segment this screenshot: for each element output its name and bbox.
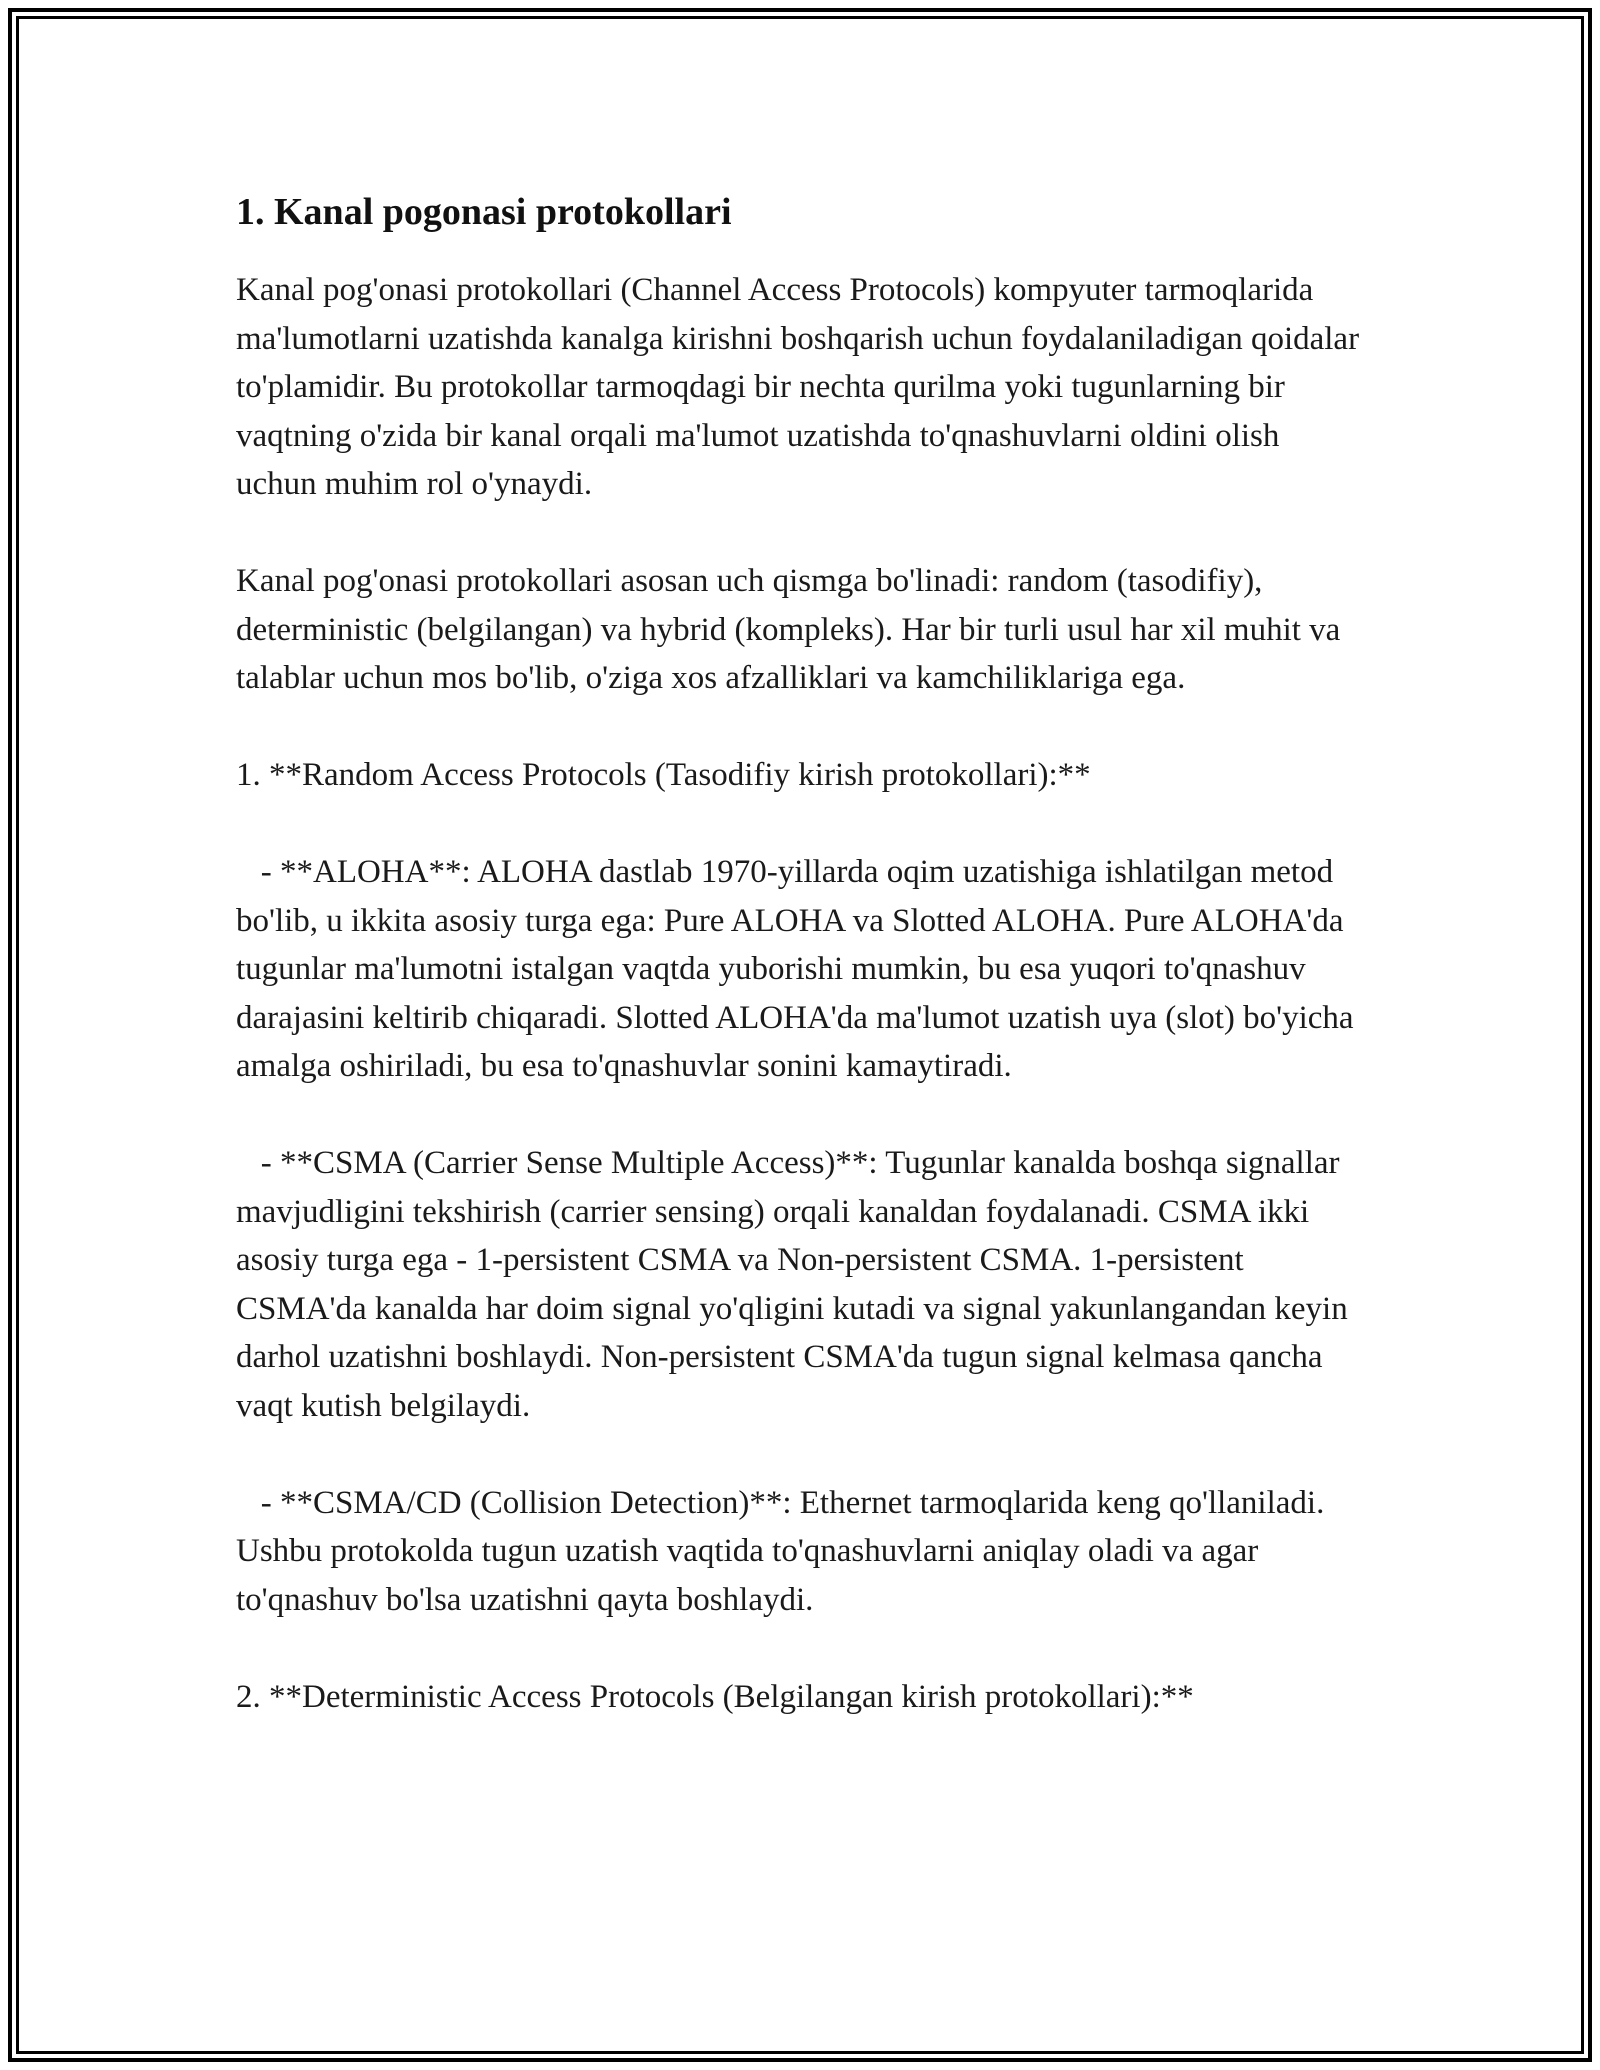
paragraph-gap [236,800,1366,849]
document-title: 1. Kanal pogonasi protokollari [236,191,732,233]
document-page [236,186,1366,1721]
paragraph-intro: Kanal pog'onasi protokollari (Channel Access Protocols) kompyuter tarmoqlarida ma'lumotlarni uzatishda kanalga kirishni boshqarish uchun foydalaniladigan qoidalar to'plamidir. Bu protokollar tarmoqdagi bir nechta qurilma yoki tugunlarning bir vaqtning o'zida bir kanal orqali ma'lumot uzatishda to'qnashuvlarni oldini olish uchun muhim rol o'ynaydi. [236,272,1368,502]
list-item-csma-cd: - **CSMA/CD (Collision Detection)**: Ethernet tarmoqlarida keng qo'llaniladi. Ushbu protokolda tugun uzatish vaqtida to'qnashuvlarni aniqlay oladi va agar to'qnashuv bo'lsa uzatishni qayta boshlaydi. [236,1484,1333,1618]
paragraph-gap [236,1430,1366,1479]
paragraph-classification: Kanal pog'onasi protokollari asosan uch qismga bo'linadi: random (tasodifiy), deterministic (belgilangan) va hybrid (kompleks). Har bir turli usul har xil muhit va talablar uchun mos bo'lib, o'ziga xos afzalliklari va kamchiliklariga ega. [236,563,1349,696]
list-item-csma: - **CSMA (Carrier Sense Multiple Access)**: Tugunlar kanalda boshqa signallar mavjudligini tekshirish (carrier sensing) orqali kanaldan foydalanadi. CSMA ikki asosiy turga ega - 1-persistent CSMA va Non-persistent CSMA. 1-persistent CSMA'da kanalda har doim signal yo'qligini kutadi va signal yakunlangandan keyin darhol uzatishni boshlaydi. Non-persistent CSMA'da tugun signal kelmasa qancha vaqt kutish belgilaydi. [236,1145,1356,1424]
section-heading-random-access: 1. **Random Access Protocols (Tasodifiy kirish protokollari):** [236,757,1091,793]
paragraph-gap [236,1624,1366,1673]
paragraph-gap [236,1091,1366,1140]
list-item-aloha: - **ALOHA**: ALOHA dastlab 1970-yillarda oqim uzatishiga ishlatilgan metod bo'lib, u ikkita asosiy turga ega: Pure ALOHA va Slotted ALOHA. Pure ALOHA'da tugunlar ma'lumotni istalgan vaqtda yuborishi mumkin, bu esa yuqori to'qnashuv darajasini keltirib chiqaradi. Slotted ALOHA'da ma'lumot uzatish uya (slot) bo'yicha amalga oshiriladi, bu esa to'qnashuvlar sonini kamaytiradi. [236,854,1362,1084]
section-heading-deterministic-access: 2. **Deterministic Access Protocols (Belgilangan kirish protokollari):** [236,1678,1194,1715]
paragraph-gap [236,509,1366,558]
paragraph-gap [236,703,1366,752]
